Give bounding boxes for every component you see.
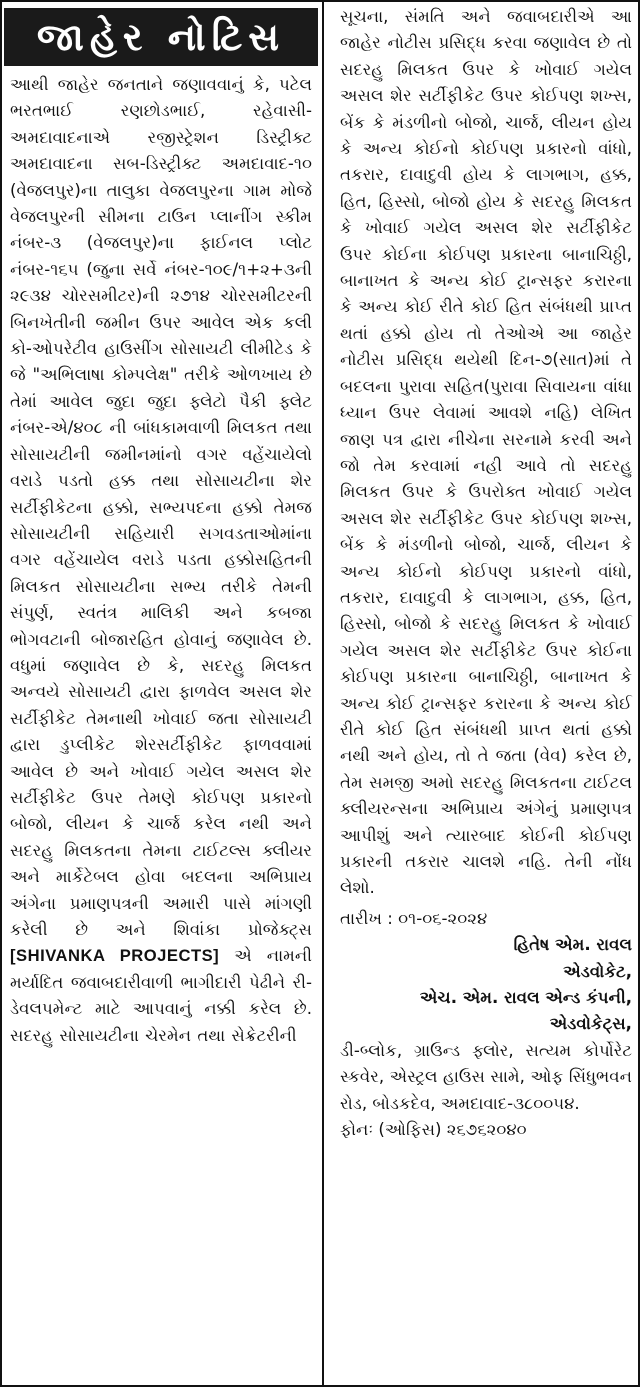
signature-block [340,906,632,1144]
notice-title: જાહેર નોટિસ [4,8,318,66]
signatory-role: એડવોકેટ, [563,961,632,981]
notice-date: તારીખ : ૦૧-૦૬-૨૦૨૪ [340,908,488,928]
firm-phone: ફોનઃ (ઓફિસ) ૨૬૭૬૨૦૪૦ [340,1120,527,1140]
notice-left-body-text: આથી જાહેર જનતાને જણાવવાનું કે, પટેલ ભરતભાઈ રણછોડભાઈ, રહેવાસી-અમદાવાદનાએ રજીસ્ટ્રેશન ડિસ્ટ્રીક્ટ અમદાવાદના સબ-ડિસ્ટ્રીક્ટ અમદાવાદ-૧૦ (વેજલપુર)ના તાલુકા વેજલપુરના ગામ મોજે વેજલપુરની સીમના ટાઉન પ્લાનીંગ સ્કીમ નંબર-૩ (વેજલપુર)ના ફાઈનલ પ્લોટ નંબર-૧૬૫ (જુના સર્વે નંબર-૧૦૯/૧+૨+૩ની ૨૯૩૪ ચોરસમીટર)ની ૨૭૧૪ ચોરસમીટરની બિનખેતીની જમીન ઉપર આવેલ એક કલી કો-ઓપરેટીવ હાઉસીંગ સોસાયટી લીમીટેડ કે જે "અભિલાષા કોમ્પલેક્ષ" તરીકે ઓળખાય છે તેમાં આવેલ જુદા જુદા ફ્લેટો પૈકી ફ્લેટ નંબર-એ/૪૦૮ ની બાંધકામવાળી મિલકત તથા સોસાયટીની જમીનમાંનો વગર વહેંચાયેલો વરાડે પડતો હક્ક તથા સોસાયટીના શેર સર્ટીફીકેટના હક્કો, સભ્યપદના હક્કો તેમજ સોસાયટીની સહિયારી સગવડતાઓમાંના વગર વહેંચાયેલ વરાડે પડતા હક્કોસહિતની મિલકત સોસાયટીના સભ્ય તરીકે તેમની સંપુર્ણ, સ્વતંત્ર માલિકી અને કબજા ભોગવટાની બોજારહિત હોવાનું જણાવેલ છે. વધુમાં જણાવેલ છે કે, સદરહુ મિલકત અન્વયે સોસાયટી દ્વારા ફાળવેલ અસલ શેર સર્ટીફીકેટ તેમનાથી ખોવાઈ જતા સોસાયટી દ્વારા ડુપ્લીકેટ શેરસર્ટીફીકેટ ફાળવવામાં આવેલ છે અને ખોવાઈ ગયેલ અસલ શેર સર્ટીફીકેટ ઉપર તેમણે કોઈપણ પ્રકારનો બોજો, લીયન કે ચાર્જ કરેલ નથી અને સદરહુ મિલકતના તેમના ટાઈટલ્સ ક્લીયર અને માર્કેટેબલ હોવા બદલના અભિપ્રાય અંગેના પ્રમાણપત્રની અમારી પાસે માંગણી કરેલી છે અને શિવાંકા પ્રોજેક્ટ્સ [10,75,312,939]
signatory-name: હિતેષ એમ. રાવલ [513,935,632,955]
notice-left-column [2,2,320,1385]
notice-left-body [10,72,312,1049]
column-divider [322,2,324,1385]
notice-left-body-tail: એ નામની મર્યાદિત જવાબદારીવાળી ભાગીદારી પેઢીને રી-ડેવલપમેન્ટ માટે આપવાનું નક્કી કરેલ છે. સદરહુ સોસાયટીના ચેરમેન તથા સેક્રેટરીની [10,946,313,1045]
firm-name: એચ. એમ. રાવલ એન્ડ કંપની, [419,988,632,1008]
notice-right-column [328,2,640,1385]
company-name-english: [SHIVANKA PROJECTS] [10,946,220,966]
notice-right-body: સૂચના, સંમતિ અને જવાબદારીએ આ જાહેર નોટીસ પ્રસિદ્ધ કરવા જણાવેલ છે તો સદરહુ મિલકત ઉપર કે ખોવાઈ ગયેલ અસલ શેર સર્ટીફીકેટ ઉપર કોઈપણ શખ્સ, બેંક કે મંડળીનો બોજો, ચાર્જ, લીયન હોય કે અન્ય કોઈનો કોઈપણ પ્રકારનો વાંધો, તકરાર, દાવાદુવી હોય કે લાગભાગ, હક્ક, હિત, હિસ્સો, બોજો હોય કે સદરહુ મિલકત કે ખોવાઈ ગયેલ અસલ શેર સર્ટીફીકેટ ઉપર કોઈના કોઈપણ પ્રકારના બાનાચિઠ્ઠી, બાનાખત કે અન્ય કોઈ ટ્રાન્સફર કરારના કે અન્ય કોઈ રીતે કોઈ હિત સંબંધથી પ્રાપ્ત થતાં હક્કો હોય તો તેઓએ આ જાહેર નોટીસ પ્રસિદ્ધ થયેથી દિન-૭(સાત)માં તે બદલના પુરાવા સહિત(પુરાવા સિવાયના વાંધા ધ્યાન ઉપર લેવામાં આવશે નહિ) લેખિત જાણ પત્ર દ્વારા નીચેના સરનામે કરવી અને જો તેમ કરવામાં નહી આવે તો સદરહુ મિલકત ઉપર કે ઉપરોક્ત ખોવાઈ ગયેલ અસલ શેર સર્ટીફીકેટ ઉપર કોઈપણ શખ્સ, બેંક કે મંડળીનો બોજો, ચાર્જ, લીયન કે અન્ય કોઈનો કોઈપણ પ્રકારનો વાંધો, તકરાર, દાવાદુવી કે લાગભાગ, હક્ક, હિત, હિસ્સો, બોજો કે સદરહુ મિલકત કે ખોવાઈ ગયેલ અસલ શેર સર્ટીફીકેટ ઉપર કોઈના કોઈપણ પ્રકારના બાનાચિઠ્ઠી, બાનાખત કે અન્ય કોઈ ટ્રાન્સફર કરારના કે અન્ય કોઈ રીતે કોઈ હિત સંબંધથી પ્રાપ્ત થતાં હક્કો નથી અને હોય, તો તે જતા (વેવ) કરેલ છે, તેમ સમજી અમો સદરહુ મિલકતના ટાઈટલ ક્લીયરન્સના અભિપ્રાય અંગેનું પ્રમાણપત્ર આપીશું અને ત્યારબાદ કોઈની કોઈપણ પ્રકારની તકરાર ચાલશે નહિ. તેની નોંધ લેશો. [340,7,632,898]
firm-address: ડી-બ્લોક, ગ્રાઉન્ડ ફ્લોર, સત્યમ કોર્પોરેટ સ્કવેર, એસ્ટ્રલ હાઉસ સામે, ઓફ સિંધુભવન રોડ, બોડકદેવ, અમદાવાદ-૩૮૦૦૫૪. [340,1040,632,1113]
firm-role: એડવોકેટ્સ, [549,1014,632,1034]
